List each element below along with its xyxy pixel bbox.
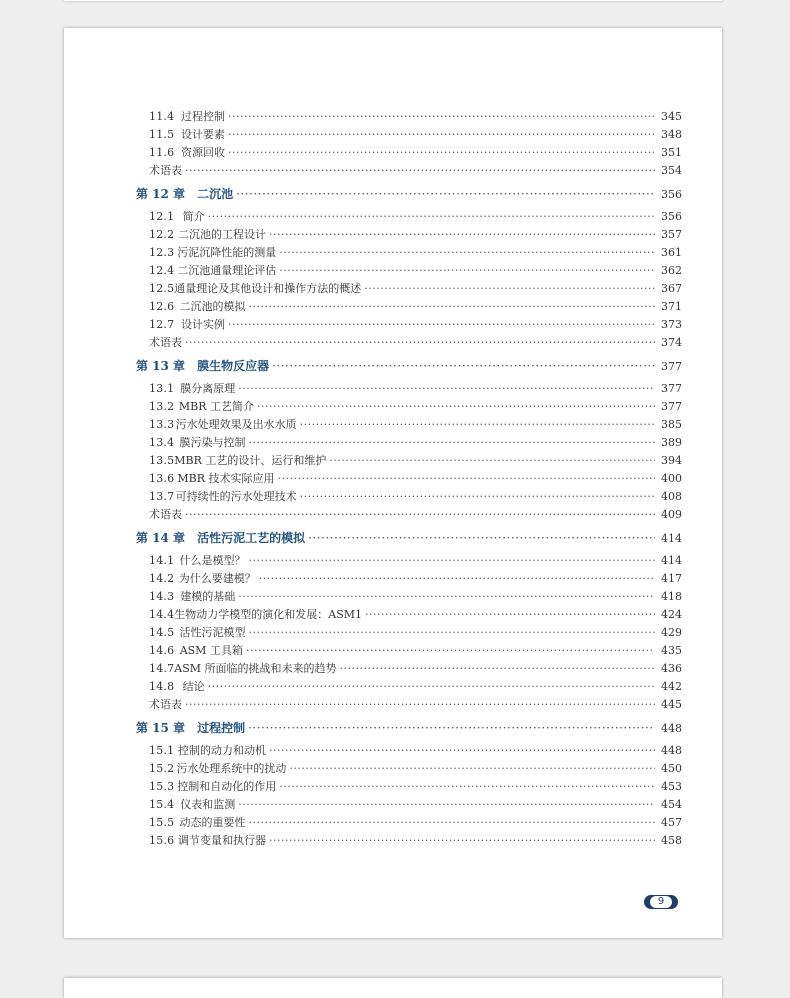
toc-entry-title: 通量理论及其他设计和操作方法的概述	[174, 282, 362, 295]
dot-leader	[269, 226, 655, 244]
dot-leader	[185, 506, 655, 524]
toc-entry-title: MBR 技术实际应用	[177, 472, 275, 485]
toc-entry-title: 二沉池的工程设计	[177, 228, 266, 241]
toc-section-number: 14.4	[149, 608, 175, 621]
page-number-badge	[644, 895, 678, 909]
dot-leader	[208, 208, 655, 226]
toc-entry-title: 二沉池	[197, 187, 234, 201]
dot-leader	[365, 606, 655, 624]
dot-leader	[238, 588, 655, 606]
toc-entry-title: 术语表	[149, 336, 182, 349]
toc-page-number: 354	[661, 164, 682, 177]
toc-page-number: 414	[661, 532, 682, 545]
toc-entry-title: 术语表	[149, 508, 182, 521]
toc-entry-title: 为什么要建模？	[178, 572, 256, 585]
page-number: 9	[650, 896, 672, 908]
dot-leader	[269, 742, 655, 760]
toc-section-number: 12.7	[149, 318, 175, 331]
dot-leader	[238, 796, 655, 814]
dot-leader	[185, 334, 655, 352]
toc-page-number: 357	[661, 228, 682, 241]
toc-section-number: 15.3	[149, 780, 175, 793]
toc-page-number: 454	[661, 798, 682, 811]
toc-entry[interactable]	[136, 642, 682, 660]
toc-entry[interactable]	[136, 832, 682, 850]
toc-page-number: 377	[661, 382, 682, 395]
toc-section-number: 12.1	[149, 210, 175, 223]
toc-page-number: 361	[661, 246, 682, 259]
toc-entry[interactable]	[136, 398, 682, 416]
toc-entry[interactable]	[136, 760, 682, 778]
toc-entry-title: 活性污泥模型	[179, 626, 246, 639]
toc-page-number: 409	[661, 508, 682, 521]
dot-leader	[289, 760, 655, 778]
toc-page-number: 348	[661, 128, 682, 141]
dot-leader	[236, 180, 655, 208]
toc-section-number: 12.2	[149, 228, 175, 241]
toc-page-number: 385	[661, 418, 682, 431]
dot-leader	[249, 298, 655, 316]
toc-glossary-entry[interactable]	[136, 334, 682, 352]
dot-leader	[272, 352, 655, 380]
toc-chapter-heading[interactable]	[136, 524, 682, 552]
dot-leader	[340, 660, 655, 678]
toc-entry[interactable]	[136, 144, 682, 162]
toc-section-number: 12.6	[149, 300, 175, 313]
toc-section-number: 15.2	[149, 762, 175, 775]
toc-entry-title: 膜污染与控制	[179, 436, 246, 449]
toc-page-number: 408	[661, 490, 682, 503]
toc-entry[interactable]	[136, 470, 682, 488]
toc-entry[interactable]	[136, 570, 682, 588]
toc-glossary-entry[interactable]	[136, 506, 682, 524]
dot-leader	[228, 316, 655, 334]
toc-entry[interactable]	[136, 742, 682, 760]
toc-entry-title: 污水处理效果及出水水质	[175, 418, 297, 431]
toc-entry-title: 术语表	[149, 698, 182, 711]
dot-leader	[279, 778, 655, 796]
toc-page-number: 417	[661, 572, 682, 585]
toc-entry-title: 资源回收	[181, 146, 226, 159]
dot-leader	[279, 262, 655, 280]
toc-section-number: 15.6	[149, 834, 175, 847]
toc-page-number: 373	[661, 318, 682, 331]
toc-section-number: 14.3	[149, 590, 175, 603]
toc-entry[interactable]	[136, 488, 682, 506]
toc-entry[interactable]	[136, 208, 682, 226]
toc-section-number: 13.4	[149, 436, 175, 449]
toc-section-number: 12.4	[149, 264, 175, 277]
toc-chapter-heading[interactable]	[136, 180, 682, 208]
toc-entry[interactable]	[136, 552, 682, 570]
toc-page-number: 445	[661, 698, 682, 711]
chapter-label: 第 15 章	[136, 721, 186, 735]
toc-entry[interactable]	[136, 796, 682, 814]
dot-leader	[185, 696, 655, 714]
toc-section-number: 14.7	[149, 662, 175, 675]
toc-entry-title: 活性污泥工艺的模拟	[197, 531, 306, 545]
toc-entry[interactable]	[136, 678, 682, 696]
toc-entry-title: 术语表	[149, 164, 182, 177]
dot-leader	[259, 570, 655, 588]
chapter-label: 第 13 章	[136, 359, 186, 373]
toc-page-number: 371	[661, 300, 682, 313]
toc-entry-title: 设计实例	[181, 318, 226, 331]
toc-section-number: 14.8	[149, 680, 175, 693]
toc-entry-title: 仪表和监测	[180, 798, 236, 811]
toc-entry[interactable]	[136, 416, 682, 434]
toc-section-number: 13.2	[149, 400, 175, 413]
toc-entry[interactable]	[136, 434, 682, 452]
toc-page-number: 448	[661, 722, 682, 735]
toc-page-number: 351	[661, 146, 682, 159]
toc-section-number: 15.4	[149, 798, 175, 811]
toc-page-number: 418	[661, 590, 682, 603]
toc-section-number: 14.1	[149, 554, 175, 567]
toc-entry-title: 膜生物反应器	[197, 359, 270, 373]
toc-section-number: 14.2	[149, 572, 175, 585]
toc-page-number: 394	[661, 454, 682, 467]
toc-section-number: 11.6	[149, 146, 175, 159]
toc-section-number: 12.5	[149, 282, 175, 295]
toc-chapter-heading[interactable]	[136, 714, 682, 742]
dot-leader	[364, 280, 655, 298]
dot-leader	[277, 470, 655, 488]
dot-leader	[249, 552, 655, 570]
toc-page-number: 435	[661, 644, 682, 657]
toc-glossary-entry[interactable]	[136, 162, 682, 180]
toc-section-number: 11.5	[149, 128, 175, 141]
toc-glossary-entry[interactable]	[136, 696, 682, 714]
document-page	[64, 28, 722, 938]
toc-entry-title: 结论	[182, 680, 205, 693]
toc-section-number: 13.6	[149, 472, 175, 485]
toc-page-number: 356	[661, 210, 682, 223]
toc-entry-title: 过程控制	[181, 110, 226, 123]
dot-leader	[257, 398, 655, 416]
previous-page-edge	[64, 0, 722, 1]
toc-entry[interactable]	[136, 126, 682, 144]
toc-entry-title: 污水处理系统中的扰动	[176, 762, 287, 775]
toc-page-number: 362	[661, 264, 682, 277]
toc-entry[interactable]	[136, 660, 682, 678]
toc-section-number: 15.1	[149, 744, 175, 757]
toc-page-number: 356	[661, 188, 682, 201]
toc-entry[interactable]	[136, 588, 682, 606]
toc-section-number: 15.5	[149, 816, 175, 829]
toc-entry-title: 控制和自动化的作用	[177, 780, 277, 793]
dot-leader	[228, 126, 655, 144]
toc-page-number: 429	[661, 626, 682, 639]
toc-page-number: 448	[661, 744, 682, 757]
toc-section-number: 13.5	[149, 454, 175, 467]
dot-leader	[249, 434, 655, 452]
toc-page-number: 450	[661, 762, 682, 775]
toc-entry-title: 建模的基础	[180, 590, 236, 603]
toc-page-number: 400	[661, 472, 682, 485]
dot-leader	[329, 452, 655, 470]
chapter-label: 第 12 章	[136, 187, 186, 201]
toc-section-number: 12.3	[149, 246, 175, 259]
toc-section-number: 13.7	[149, 490, 175, 503]
dot-leader	[246, 642, 655, 660]
dot-leader	[185, 162, 655, 180]
toc-entry[interactable]	[136, 452, 682, 470]
toc-entry[interactable]	[136, 606, 682, 624]
toc-entry-title: ASM 所面临的挑战和未来的趋势	[174, 662, 337, 675]
toc-entry-title: 过程控制	[197, 721, 246, 735]
dot-leader	[308, 524, 655, 552]
toc-page-number: 458	[661, 834, 682, 847]
dot-leader	[208, 678, 655, 696]
toc-entry-title: 污泥沉降性能的测量	[177, 246, 277, 259]
toc-entry[interactable]	[136, 280, 682, 298]
toc-entry-title: 动态的重要性	[179, 816, 246, 829]
toc-entry[interactable]	[136, 108, 682, 126]
toc-entry[interactable]	[136, 624, 682, 642]
toc-section-number: 14.6	[149, 644, 175, 657]
chapter-label: 第 14 章	[136, 531, 186, 545]
dot-leader	[249, 814, 655, 832]
toc-section-number: 13.3	[149, 418, 175, 431]
toc-entry-title: MBR 工艺简介	[178, 400, 255, 413]
dot-leader	[248, 714, 655, 742]
toc-entry-title: 膜分离原理	[180, 382, 236, 395]
toc-page-number: 389	[661, 436, 682, 449]
toc-entry-title: 什么是模型？	[179, 554, 246, 567]
dot-leader	[279, 244, 655, 262]
toc-entry-title: 生物动力学模型的演化和发展：ASM1	[174, 608, 363, 621]
toc-entry-title: ASM 工具箱	[179, 644, 243, 657]
dot-leader	[249, 624, 655, 642]
toc-entry[interactable]	[136, 298, 682, 316]
toc-entry[interactable]	[136, 316, 682, 334]
toc-section-number: 11.4	[149, 110, 175, 123]
toc-entry-title: 设计要素	[181, 128, 226, 141]
dot-leader	[228, 144, 655, 162]
toc-page-number: 367	[661, 282, 682, 295]
toc-entry-title: 控制的动力和动机	[177, 744, 266, 757]
toc-page-number: 377	[661, 360, 682, 373]
toc-entry[interactable]	[136, 380, 682, 398]
toc-page-number: 442	[661, 680, 682, 693]
dot-leader	[269, 832, 655, 850]
toc-entry-title: 调节变量和执行器	[177, 834, 266, 847]
toc-entry-title: 简介	[182, 210, 205, 223]
dot-leader	[300, 488, 655, 506]
toc-page-number: 414	[661, 554, 682, 567]
toc-page-number: 457	[661, 816, 682, 829]
toc-entry[interactable]	[136, 262, 682, 280]
dot-leader	[228, 108, 655, 126]
toc-entry[interactable]	[136, 778, 682, 796]
toc-entry-title: 可持续性的污水处理技术	[175, 490, 297, 503]
toc-entry-title: MBR 工艺的设计、运行和维护	[174, 454, 327, 467]
toc-chapter-heading[interactable]	[136, 352, 682, 380]
toc-page-number: 453	[661, 780, 682, 793]
toc-entry[interactable]	[136, 814, 682, 832]
toc-page-number: 424	[661, 608, 682, 621]
toc-entry-title: 二沉池通量理论评估	[177, 264, 277, 277]
toc-page-number: 374	[661, 336, 682, 349]
toc-entry[interactable]	[136, 226, 682, 244]
toc-page-number: 345	[661, 110, 682, 123]
toc-page-number: 436	[661, 662, 682, 675]
toc-section-number: 13.1	[149, 382, 175, 395]
toc-entry-title: 二沉池的模拟	[179, 300, 246, 313]
dot-leader	[300, 416, 655, 434]
toc-section-number: 14.5	[149, 626, 175, 639]
dot-leader	[238, 380, 655, 398]
next-page-edge	[64, 978, 722, 998]
table-of-contents	[136, 108, 682, 850]
toc-page-number: 377	[661, 400, 682, 413]
toc-entry[interactable]	[136, 244, 682, 262]
